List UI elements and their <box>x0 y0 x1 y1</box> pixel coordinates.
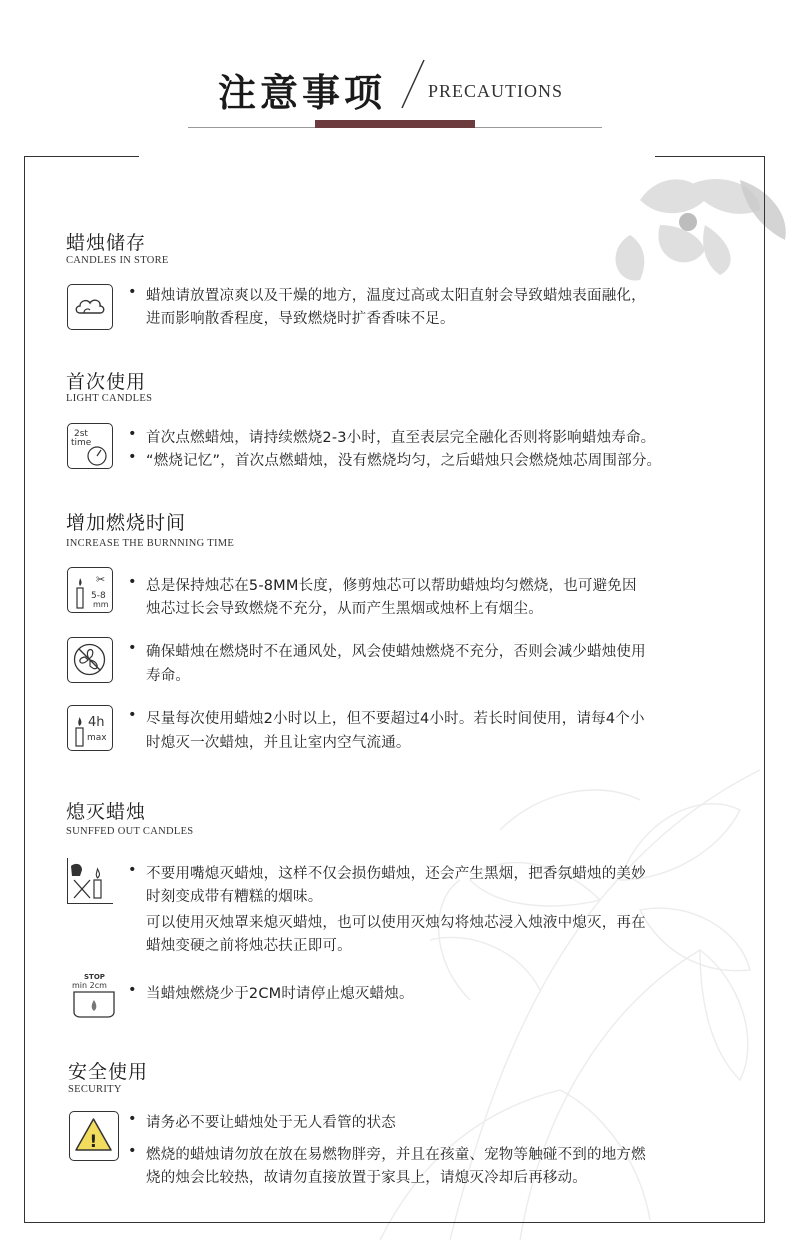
no-fan-icon <box>67 637 113 683</box>
svg-text:!: ! <box>89 1132 98 1152</box>
icon-label-stop: STOP <box>84 973 105 981</box>
max-4h-candle-icon <box>67 705 113 751</box>
bullet-dot: • <box>128 640 137 656</box>
frame-border-top-right <box>655 156 765 157</box>
snuff-text-1-line-3: 可以使用灭烛罩来熄灭蜡烛，也可以使用灭烛勾将烛芯浸入烛液中熄灭，再在 <box>146 915 646 931</box>
icon-label-5-8: 5-8 <box>91 591 106 601</box>
section-subtitle-burn-time: INCREASE THE BURNNING TIME <box>66 538 235 549</box>
bullet-dot: • <box>128 707 137 723</box>
burn-time-text-1-line-2: 烛芯过长会导致燃烧不充分，从而产生黑烟或烛杯上有烟尘。 <box>146 601 543 617</box>
no-blowing-icon <box>67 858 113 904</box>
header-accent-bar <box>315 120 475 128</box>
burn-time-text-2-line-2: 寿命。 <box>146 668 191 684</box>
frame-border-right <box>764 156 765 1223</box>
section-subtitle-storage: CANDLES IN STORE <box>66 255 169 266</box>
svg-text:✂: ✂ <box>96 573 106 586</box>
icon-label-min-2cm: min 2cm <box>72 981 107 990</box>
section-subtitle-security: SECURITY <box>68 1084 122 1095</box>
stop-min-2cm-icon <box>68 970 120 1018</box>
burn-time-text-2-line-1: 确保蜡烛在燃烧时不在通风处，风会使蜡烛燃烧不充分，否则会减少蜡烛使用 <box>146 644 646 660</box>
first-use-text-1: 首次点燃蜡烛，请持续燃烧2-3小时，直至表层完全融化否则将影响蜡烛寿命。 <box>146 430 656 446</box>
section-title-storage: 蜡烛储存 <box>66 232 147 254</box>
frame-border-top-left <box>24 156 139 157</box>
first-use-text-2: “燃烧记忆”，首次点燃蜡烛，没有燃烧均匀，之后蜡烛只会燃烧烛芯周围部分。 <box>146 453 662 469</box>
security-text-1: 请务必不要让蜡烛处于无人看管的状态 <box>146 1115 396 1131</box>
icon-label-4h: 4h <box>88 715 105 730</box>
icon-label-max: max <box>87 733 107 743</box>
bullet-dot: • <box>128 449 137 465</box>
burn-time-text-1-line-1: 总是保持烛芯在5-8MM长度，修剪烛芯可以帮助蜡烛均匀燃烧，也可避免因 <box>146 578 637 594</box>
section-title-snuff-out: 熄灭蜡烛 <box>66 801 147 823</box>
storage-text-line-1: 蜡烛请放置凉爽以及干燥的地方，温度过高或太阳直射会导致蜡烛表面融化， <box>146 288 646 304</box>
burn-time-text-3-line-1: 尽量每次使用蜡烛2小时以上，但不要超过4小时。若长时间使用，请每4个小 <box>146 711 645 727</box>
page-title: 注意事项 <box>218 71 387 115</box>
frame-border-left <box>24 156 25 1223</box>
section-subtitle-snuff-out: SUNFFED OUT CANDLES <box>66 826 194 837</box>
bullet-dot: • <box>128 574 137 590</box>
burn-time-text-3-line-2: 时熄灭一次蜡烛，并且让室内空气流通。 <box>146 735 411 751</box>
wick-trim-icon <box>67 567 113 613</box>
bullet-dot: • <box>128 1143 137 1159</box>
warning-icon <box>69 1111 119 1161</box>
snuff-text-2: 当蜡烛燃烧少于2CM时请停止熄灭蜡烛。 <box>146 986 414 1002</box>
section-subtitle-first-use: LIGHT CANDLES <box>66 393 153 404</box>
storage-text-line-2: 进而影响散香程度，导致燃烧时扩香香味不足。 <box>146 311 455 327</box>
page-subtitle: PRECAUTIONS <box>428 81 564 101</box>
security-text-2-line-2: 烧的烛会比较热，故请勿直接放置于家具上，请熄灭冷却后再移动。 <box>146 1170 587 1186</box>
bullet-dot: • <box>128 284 137 300</box>
cloud-icon <box>67 284 113 330</box>
icon-label-time: time <box>71 438 92 448</box>
icon-label-mm: mm <box>93 600 109 609</box>
bullet-dot: • <box>128 862 137 878</box>
snuff-text-1-line-2: 时刻变成带有糟糕的烟味。 <box>146 889 323 905</box>
bullet-dot: • <box>128 982 137 998</box>
snuff-text-1-line-1: 不要用嘴熄灭蜡烛，这样不仅会损伤蜡烛，还会产生黑烟，把香氛蜡烛的美妙 <box>146 866 646 882</box>
section-title-first-use: 首次使用 <box>66 371 147 393</box>
security-text-2-line-1: 燃烧的蜡烛请勿放在放在易燃物胖旁，并且在孩童、宠物等触碰不到的地方燃 <box>146 1147 646 1163</box>
section-title-security: 安全使用 <box>68 1061 149 1083</box>
bullet-dot: • <box>128 426 137 442</box>
section-title-burn-time: 增加燃烧时间 <box>66 512 187 534</box>
icon-label-2st: 2st <box>74 429 88 439</box>
clock-time-icon <box>67 423 113 469</box>
bullet-dot: • <box>128 1111 137 1127</box>
frame-border-bottom <box>24 1222 765 1223</box>
snuff-text-1-line-4: 蜡烛变硬之前将烛芯扶正即可。 <box>146 938 352 954</box>
